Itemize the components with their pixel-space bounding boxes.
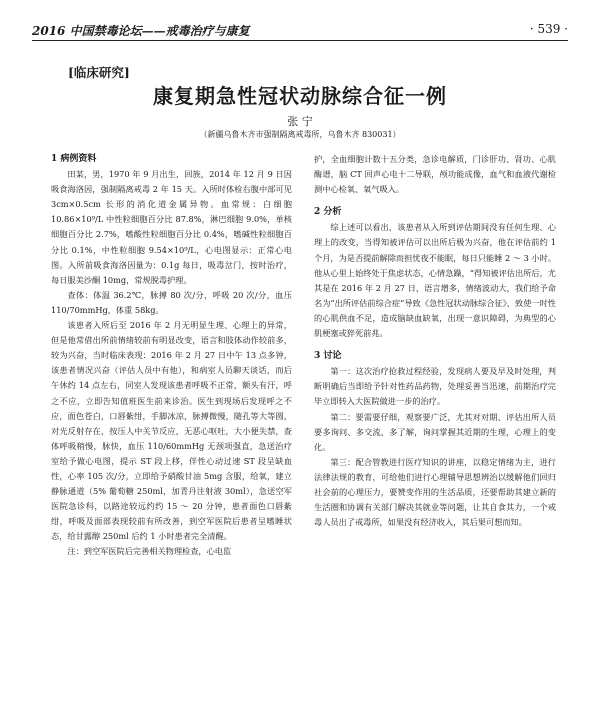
paragraph: 护，全血细胞计数十五分类，急诊电解质，门诊肝功、肾功、心肌酶谱，脑 CT 回声心电十二导联，颅功能成像，血气和血液代谢检测中心检氧、氧气吸入。: [314, 154, 556, 195]
affiliation: （新疆乌鲁木齐市强制隔离戒毒所，乌鲁木齐 830031）: [199, 130, 401, 139]
paragraph: 第二：要需要仔细，观察要广泛，尤其对对期、评估出所人员要多询问、多交流、多了解，询问掌握其近期的生理，心理上的变化。: [314, 411, 556, 452]
left-column: [51, 152, 292, 560]
page-number: · 539 ·: [529, 22, 568, 36]
right-column: [314, 152, 556, 530]
paragraph: 注：到空军医院后完善相关物理检查，心电监: [67, 546, 232, 557]
section-heading: 2 分析: [314, 207, 342, 218]
journal-name: 2016 中国禁毒论坛——戒毒治疗与康复: [32, 24, 250, 38]
section-heading: 1 病例资料: [51, 154, 97, 164]
paragraph: 第一：这次治疗抢救过程经验，发现病人要及早及时处理，判断明确后当即给予针对性药品药物，处理妥善当迅速，前期治疗完毕立即转入大医院做进一步的治疗。: [314, 366, 556, 407]
section-heading: 3 讨论: [314, 351, 342, 362]
paragraph: 田某，男，1970 年 9 月出生，回族，2014 年 12 月 9 日因吸食海洛因，强制隔离戒毒 2 年 15 天。入所时体检右腹中部可见 3cm×0.5cm 长形的消化道金属异物。血常规：白细胞 10.86×10⁹/L 中性粒细胞百分比 87.8%，淋巴细胞 9.0%，单核细胞百分比 2.7%，嗜酸性粒细胞百分比 0.4%，嗜碱性粒细胞百分比 0.1%，中性粒细胞 9.54×10⁹/L，心电图显示：正常心电图。入所前吸食海洛因量为：0.1g 每日，吸毒岔门，按时治疗，每日服美沙酮 10mg，常规脱毒护理。: [51, 169, 292, 285]
section-tag: [临床研究]: [68, 65, 130, 80]
paragraph: 综上述可以看出，该患者从入所到评估期间没有任何生理、心理上的改变，当得知被评估可以出所后极为兴奋，他在评估前约 1 个月，为是否提前解除而担忧夜不能眠，每日只能睡 2 ～ 3 小时。他从心里上始终处于焦虑状态，心情急躁，“得知被评估出所后，尤其是在 2016 年 2 月 27 日，语言增多，情绪波动大，我们给予命名为“出所评估前综合症”导致《急性冠状动脉综合征》，致使一时性的心肌供血不足，造成脑缺血缺氧，出现一意识障碍，为典型的心肌梗塞或猝死前兆。: [314, 222, 556, 339]
running-header: [32, 18, 568, 41]
paper-title: 康复期急性冠状动脉综合征一例: [153, 84, 447, 108]
paragraph: 查体：体温 36.2℃，脉搏 80 次/分，呼吸 20 次/分，血压 110/70mmHg，体重 58kg。: [51, 289, 292, 315]
author: 张 宁: [287, 115, 313, 128]
paragraph: 该患者入所后至 2016 年 2 月无明显生理、心理上的异常，但是他常借出所前情绪较前有明显改变，语言和肢体动作较前多，较为兴奋，当时临床表现：2016 年 2 月 27 日中午 13 点多钟，该患者情况兴奋（评估人员中有他），和病室人员聊天谈话，而后午休约 14 点左右，同室人发现该患者呼吸不正常，额头有汗，呼之不应，立即告知值班医生前来诊治。医生到现场后发现呼之不应，面色苍白，口唇紫绀，手脚冰凉，脉搏微慢，随孔等大等圆，对光反射存在，按压人中关节反应，无恶心呕吐，大小便失禁，查体呼吸稍慢，脉快，血压 110/60mmHg 无颈项强直，急送治疗室给予做心电图，提示 ST 段上移，伴性心动过速 ST 段呈缺血性，心率 105 次/分，立即给予硝酸甘油 5mg 含服，给氧，建立静脉通道（5% 葡萄糖 250ml，加青丹注射液 30ml），急送空军医院急诊科，以路途较远约约 15 ～ 20 分钟，患者面色口唇紫绀，呼吸及面部表现较前有所改善，到空军医院后患者呈嗜睡状态，给甘露醇 250ml 后约 1 小时患者完全清醒。: [51, 320, 292, 542]
paragraph: 第三：配合管教进行医疗知识的讲座，以稳定情绪为主，进行法律法规的教育，可给他们进行心理辅导思想辨治以缓解他们回归社会前的心理压力，要赞变作用的生活品质，还要帮助其建立新的生活圈和协调有关部门解决其就业等问题，让其自食其力，一个戒毒人员出了戒毒所，如果没有经济收入，其后果可想而知。: [314, 456, 556, 528]
